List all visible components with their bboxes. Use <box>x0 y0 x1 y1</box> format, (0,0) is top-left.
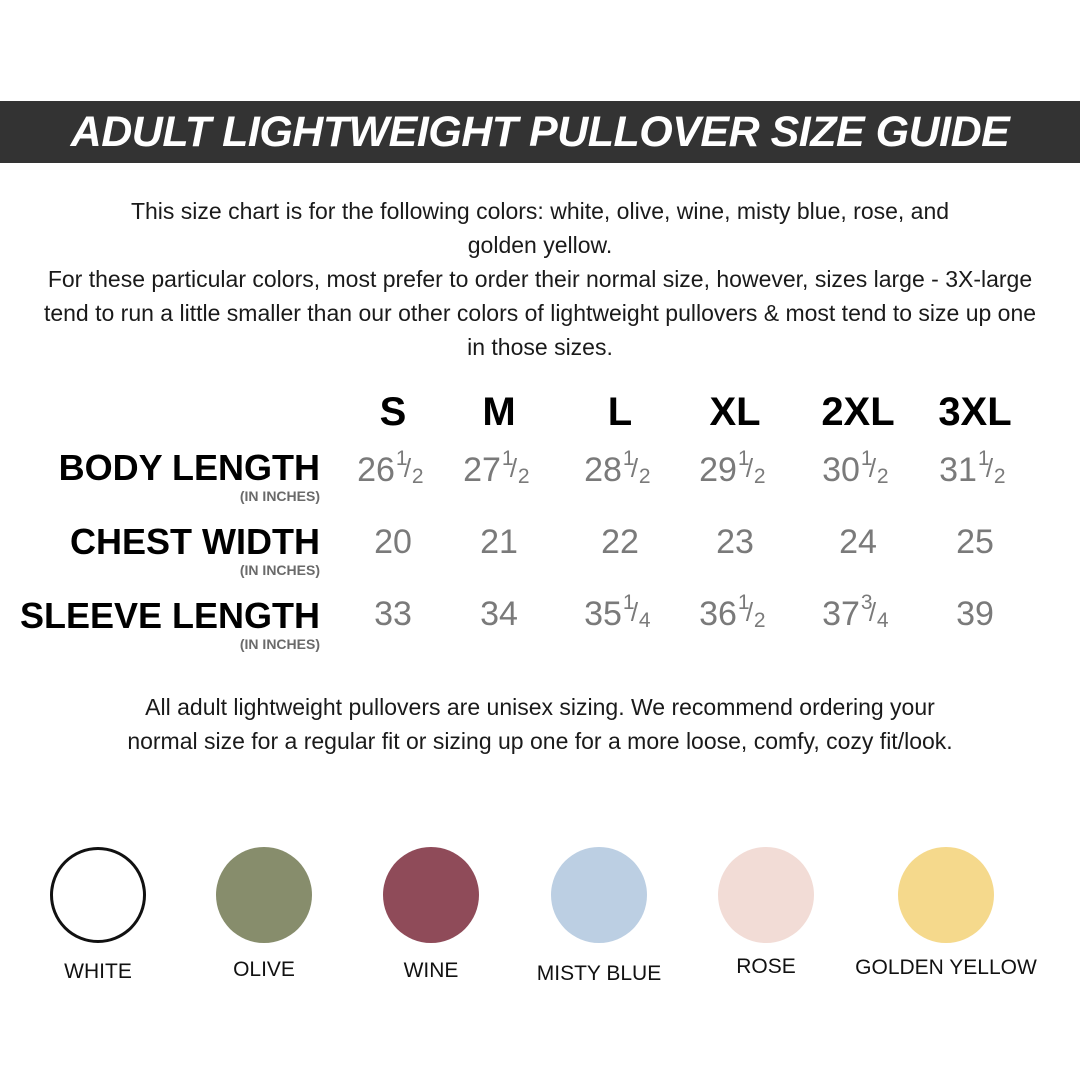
sleeve-length-value-l <box>560 591 680 634</box>
sizing-note-line-2: normal size for a regular fit or sizing up one for a more loose, comfy, cozy fit/look. <box>127 728 953 754</box>
value-fraction <box>622 447 656 490</box>
fraction-denominator: 2 <box>876 465 889 488</box>
fraction-numerator: 1 <box>622 591 635 614</box>
fraction-denominator: 4 <box>638 609 651 632</box>
value-whole: 25 <box>956 523 994 561</box>
value-whole: 39 <box>956 595 994 633</box>
swatch-wine <box>383 847 479 943</box>
fraction-numerator: 1 <box>977 447 990 470</box>
value-fraction <box>860 447 894 490</box>
sleeve-length-value-s <box>333 594 453 634</box>
value-fraction <box>395 447 429 490</box>
swatch-olive <box>216 847 312 943</box>
sleeve-length-label: SLEEVE LENGTH <box>19 595 320 636</box>
intro-text <box>40 194 1040 364</box>
fraction-numerator: 1 <box>737 447 750 470</box>
body-length-value-3xl <box>915 447 1035 490</box>
row-label-chest-width <box>70 522 320 578</box>
value-whole: 27 <box>463 451 501 489</box>
body-length-value-s <box>333 447 453 490</box>
fraction-numerator: 1 <box>622 447 635 470</box>
value-whole: 29 <box>699 451 737 489</box>
size-header-m: M <box>482 390 516 434</box>
swatch-label-white: WHITE <box>64 960 132 983</box>
swatch-white <box>50 847 146 943</box>
body-length-value-2xl <box>798 447 918 490</box>
fraction-slash: / <box>630 453 639 483</box>
intro-colors-text: This size chart is for the following colors: white, olive, wine, misty blue, rose, and golden yellow. <box>130 198 950 258</box>
sizing-note-line-1: All adult lightweight pullovers are unisex sizing. We recommend ordering your <box>145 694 935 720</box>
chest-width-value-m <box>439 522 559 562</box>
fraction-denominator: 2 <box>517 465 530 488</box>
sizing-note <box>40 690 1040 758</box>
value-fraction <box>737 447 771 490</box>
value-fraction <box>622 591 656 634</box>
size-header-2xl: 2XL <box>821 390 895 434</box>
value-whole: 23 <box>716 523 754 561</box>
size-header-xl: XL <box>709 390 761 434</box>
body-length-label: BODY LENGTH <box>58 447 320 488</box>
fraction-numerator: 1 <box>395 447 408 470</box>
row-label-sleeve-length <box>20 596 320 652</box>
chest-width-unit: (IN INCHES) <box>239 562 320 578</box>
chest-width-value-l <box>560 522 680 562</box>
value-fraction <box>860 591 894 634</box>
sleeve-length-value-xl <box>675 591 795 634</box>
fraction-denominator: 2 <box>638 465 651 488</box>
fraction-numerator: 1 <box>737 591 750 614</box>
fraction-denominator: 2 <box>753 609 766 632</box>
fraction-denominator: 2 <box>753 465 766 488</box>
value-whole: 34 <box>480 595 518 633</box>
chest-width-label: CHEST WIDTH <box>70 521 320 562</box>
fraction-numerator: 1 <box>501 447 514 470</box>
value-whole: 22 <box>601 523 639 561</box>
swatch-misty-blue <box>551 847 647 943</box>
intro-fit-text: For these particular colors, most prefer to order their normal size, however, sizes large - 3X-large tend to run a little smaller than our other colors of lightweight pullovers & most tend to size up one in those sizes. <box>43 266 1037 360</box>
sleeve-length-value-m <box>439 594 559 634</box>
value-whole: 28 <box>584 451 622 489</box>
swatch-label-rose: ROSE <box>736 955 796 978</box>
value-whole: 21 <box>480 523 518 561</box>
value-whole: 24 <box>839 523 877 561</box>
value-fraction <box>737 591 771 634</box>
chest-width-value-3xl <box>915 522 1035 562</box>
swatch-label-golden-yellow: GOLDEN YELLOW <box>855 956 1037 979</box>
chest-width-value-2xl <box>798 522 918 562</box>
size-header-l: L <box>607 390 633 434</box>
size-header-s: S <box>379 390 407 434</box>
sleeve-length-unit: (IN INCHES) <box>239 636 320 652</box>
fraction-numerator: 3 <box>860 591 873 614</box>
body-length-value-xl <box>675 447 795 490</box>
fraction-slash: / <box>403 453 412 483</box>
page-title: ADULT LIGHTWEIGHT PULLOVER SIZE GUIDE <box>70 107 1010 156</box>
value-whole: 26 <box>357 451 395 489</box>
value-whole: 37 <box>822 595 860 633</box>
value-fraction <box>501 447 535 490</box>
body-length-value-m <box>439 447 559 490</box>
size-header-3xl: 3XL <box>938 390 1012 434</box>
fraction-numerator: 1 <box>860 447 873 470</box>
title-banner <box>0 101 1080 163</box>
value-whole: 35 <box>584 595 622 633</box>
chest-width-value-s <box>333 522 453 562</box>
swatch-label-misty-blue: MISTY BLUE <box>536 962 662 985</box>
value-whole: 20 <box>374 523 412 561</box>
fraction-slash: / <box>868 453 877 483</box>
fraction-denominator: 2 <box>993 465 1006 488</box>
sleeve-length-value-3xl <box>915 594 1035 634</box>
swatch-label-wine: WINE <box>403 959 459 982</box>
value-whole: 33 <box>374 595 412 633</box>
fraction-slash: / <box>985 453 994 483</box>
fraction-slash: / <box>745 597 754 627</box>
body-length-unit: (IN INCHES) <box>239 488 320 504</box>
sleeve-length-value-2xl <box>798 591 918 634</box>
value-whole: 31 <box>939 451 977 489</box>
value-whole: 36 <box>699 595 737 633</box>
swatch-golden-yellow <box>898 847 994 943</box>
fraction-slash: / <box>630 597 639 627</box>
fraction-slash: / <box>509 453 518 483</box>
body-length-value-l <box>560 447 680 490</box>
swatch-rose <box>718 847 814 943</box>
fraction-slash: / <box>745 453 754 483</box>
fraction-denominator: 4 <box>876 609 889 632</box>
value-whole: 30 <box>822 451 860 489</box>
chest-width-value-xl <box>675 522 795 562</box>
fraction-slash: / <box>868 597 877 627</box>
value-fraction <box>977 447 1011 490</box>
fraction-denominator: 2 <box>411 465 424 488</box>
swatch-label-olive: OLIVE <box>233 958 295 981</box>
row-label-body-length <box>59 448 320 504</box>
